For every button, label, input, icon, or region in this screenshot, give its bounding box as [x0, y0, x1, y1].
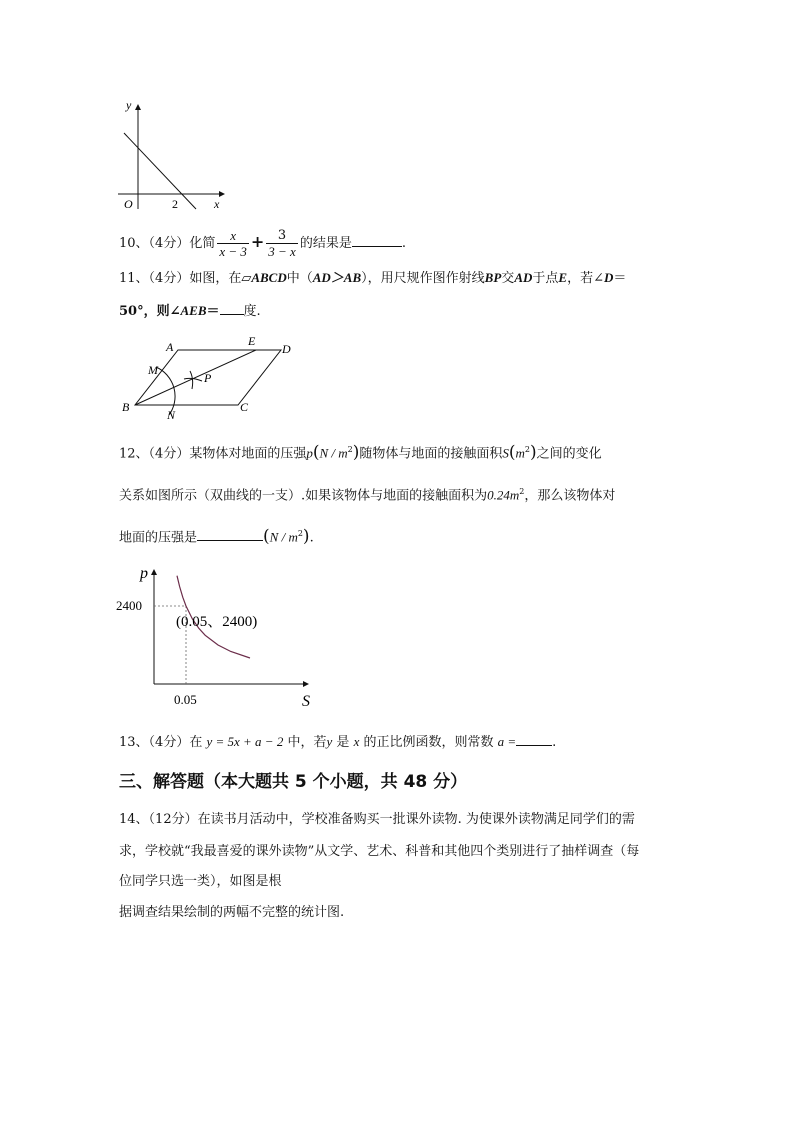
line-graph-figure: [112, 95, 232, 215]
q13-d: 的正比例函数，则常数: [363, 735, 494, 750]
fraction-1-numerator: x: [230, 228, 236, 243]
x-axis-label: x: [214, 197, 220, 211]
fraction-1: [217, 228, 249, 259]
angle-aeb: AEB: [180, 303, 207, 318]
chart-x-tick-label: 0.05: [174, 692, 197, 707]
point-m-label: M: [148, 363, 158, 377]
ray-bp-line: [135, 350, 256, 405]
answer-blank-10: [352, 232, 402, 247]
question-12-line-2: 关系如图所示（双曲线的一支）.如果该物体与地面的接触面积为$0.24m^2$，那么该物体对: [119, 487, 616, 504]
q12-l2-c: ，那么该物体对: [524, 488, 616, 504]
question-10: 10、（4分）化简 $\frac{x}{x - 3}$ + $\frac{3}{3 - x}$ 的结果是 .: [119, 228, 406, 259]
origin-label: O: [124, 197, 133, 211]
q13-c: 是: [336, 735, 350, 750]
q13-a: 13、（4分）在: [119, 735, 203, 750]
fraction-2-numerator: 3: [277, 228, 287, 243]
function-line: [124, 133, 196, 209]
q11-text-a: 11、（4分）如图，在: [119, 271, 242, 286]
q11-line2-c: 度.: [243, 304, 261, 319]
q11-text-d: 交: [501, 271, 515, 286]
unit-pressure-2: N / m: [269, 529, 298, 545]
ray-bp: BP: [484, 270, 502, 285]
q13-b: 中，若: [287, 735, 327, 750]
vertex-d-label: D: [282, 342, 291, 356]
side-ad: AD: [514, 270, 533, 285]
x-intercept-label: 2: [172, 197, 178, 211]
fraction-2-denominator: 3 − x: [268, 244, 296, 259]
area-value: 0.24m: [487, 487, 520, 503]
point-p-label: P: [204, 371, 212, 385]
answer-blank-11: [220, 300, 244, 315]
point-n-label: N: [167, 408, 176, 422]
parallelogram-name: ▱ABCD: [241, 270, 287, 285]
q12-l3-a: 地面的压强是: [119, 530, 198, 546]
pressure-area-chart: [112, 560, 322, 710]
q12-l1-g: 之间的变化: [536, 446, 602, 462]
chart-x-label: S: [302, 693, 310, 710]
point-e-label: E: [248, 337, 256, 348]
q11-condition: AD＞AB: [312, 270, 362, 285]
vertex-c-label: C: [240, 400, 249, 414]
y-axis-label: y: [126, 98, 132, 112]
question-14-line-1: 14、（12分）在读书月活动中，学校准备购买一批课外读物. 为使课外读物满足同学们的需: [119, 812, 635, 827]
unit-pressure-1: N / m: [319, 445, 348, 461]
q11-text-b: 中（: [286, 271, 313, 286]
var-s: S: [502, 445, 509, 461]
q11-text-e: 于点: [532, 271, 559, 286]
vertex-b-label: B: [122, 400, 130, 414]
question-14-line-2: 求，学校就“我最喜爱的课外读物”从文学、艺术、科普和其他四个类别进行了抽样调查（每: [119, 844, 640, 859]
q11-line2-a: 50°，则∠: [119, 304, 181, 319]
q12-l1-d: 随物体与地面的接触面积: [359, 446, 503, 462]
q12-l3-c: .: [309, 530, 314, 546]
section-3-heading: 三、解答题（本大题共 5 个小题，共 48 分）: [119, 772, 468, 792]
question-14-line-4: 据调查结果绘制的两幅不完整的统计图.: [119, 905, 345, 920]
q13-e: .: [552, 735, 557, 750]
point-e: E: [558, 270, 568, 285]
chart-y-label: p: [140, 565, 148, 582]
question-11-line-1: [119, 268, 626, 289]
q11-line2-b: ＝: [206, 304, 220, 319]
q13-equation: y = 5x + a − 2: [206, 734, 284, 749]
q13-constant: a =: [497, 734, 517, 749]
parallelogram-figure: [118, 337, 303, 423]
fraction-1-denominator: x − 3: [219, 244, 247, 259]
q10-text: 10、（4分）化简: [119, 236, 216, 251]
q12-l1-a: 12、（4分）某物体对地面的压强: [119, 446, 307, 462]
plus-sign: +: [250, 232, 265, 251]
q10-tail: 的结果是: [299, 236, 352, 251]
q13-var-x: x: [353, 734, 360, 749]
q11-text-c: ），用尺规作图作射线: [361, 271, 485, 286]
chart-point-annotation: (0.05、2400): [176, 614, 258, 630]
q11-text-f: ，若∠: [567, 271, 604, 286]
angle-d: D: [603, 270, 614, 285]
vertex-a-label: A: [166, 340, 174, 354]
q11-text-g: ＝: [613, 271, 627, 286]
question-14-line-3: 位同学只选一类），如图是根: [119, 874, 282, 889]
unit-area: m: [515, 445, 525, 461]
chart-y-tick-label: 2400: [116, 598, 142, 613]
q12-l2-a: 关系如图所示（双曲线的一支）.如果该物体与地面的接触面积为: [119, 488, 488, 504]
question-13: [119, 731, 556, 753]
question-11-line-2: [119, 300, 261, 322]
q13-var-y: y: [326, 734, 333, 749]
answer-blank-12: [197, 526, 263, 541]
answer-blank-13: [516, 731, 552, 746]
question-12-line-1: 12、（4分）某物体对地面的压强$p(N / m^2)$随物体与地面的接触面积$S(m^2)$之间的变化: [119, 442, 602, 463]
question-12-line-3: 地面的压强是 $(N / m^2)$.: [119, 526, 314, 547]
var-p: p: [306, 445, 313, 461]
fraction-2: [266, 228, 298, 259]
